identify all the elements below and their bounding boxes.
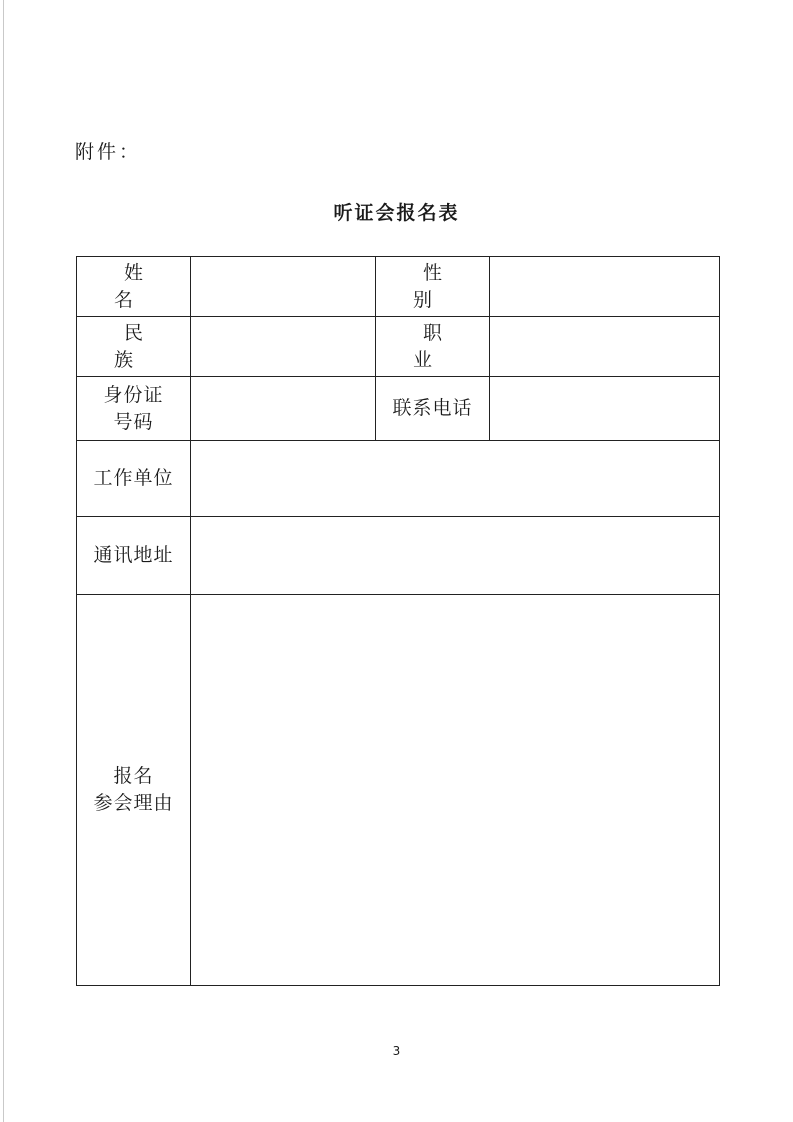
table-row <box>77 595 720 986</box>
name-label-cell <box>77 257 191 317</box>
ethnicity-label: 民 族 <box>113 321 163 371</box>
reason-label-cell <box>77 595 191 986</box>
gender-label-cell <box>376 257 490 317</box>
table-row <box>77 441 720 517</box>
gender-label: 性 别 <box>412 261 462 311</box>
table-row <box>77 517 720 595</box>
workplace-label-cell <box>77 441 191 517</box>
page-edge <box>3 0 4 1122</box>
name-label: 姓 名 <box>113 261 163 311</box>
occupation-label-cell <box>376 317 490 377</box>
occupation-value-cell[interactable] <box>490 317 720 377</box>
id-number-value-cell[interactable] <box>191 377 376 441</box>
table-row <box>77 317 720 377</box>
table-row <box>77 257 720 317</box>
reason-label-line2: 参会理由 <box>93 792 174 814</box>
reason-label-line1: 报名 <box>113 765 154 788</box>
id-number-label-line1: 身份证 <box>103 383 164 406</box>
form-title: 听证会报名表 <box>333 202 460 224</box>
address-value-cell[interactable] <box>191 517 720 595</box>
workplace-label: 工作单位 <box>93 467 174 490</box>
occupation-label: 职 业 <box>412 321 462 371</box>
id-number-label-line2: 号码 <box>113 410 154 433</box>
table-row <box>77 377 720 441</box>
phone-label-cell <box>376 377 490 441</box>
attachment-label: 附件： <box>75 141 142 163</box>
address-label: 通讯地址 <box>93 544 174 567</box>
workplace-value-cell[interactable] <box>191 441 720 517</box>
address-label-cell <box>77 517 191 595</box>
name-value-cell[interactable] <box>191 257 376 317</box>
page-number: 3 <box>392 1044 401 1058</box>
reason-value-cell[interactable] <box>191 595 720 986</box>
gender-value-cell[interactable] <box>490 257 720 317</box>
phone-value-cell[interactable] <box>490 377 720 441</box>
id-number-label-cell <box>77 377 191 441</box>
ethnicity-label-cell <box>77 317 191 377</box>
registration-form-table <box>76 256 720 986</box>
phone-label: 联系电话 <box>392 397 473 420</box>
ethnicity-value-cell[interactable] <box>191 317 376 377</box>
